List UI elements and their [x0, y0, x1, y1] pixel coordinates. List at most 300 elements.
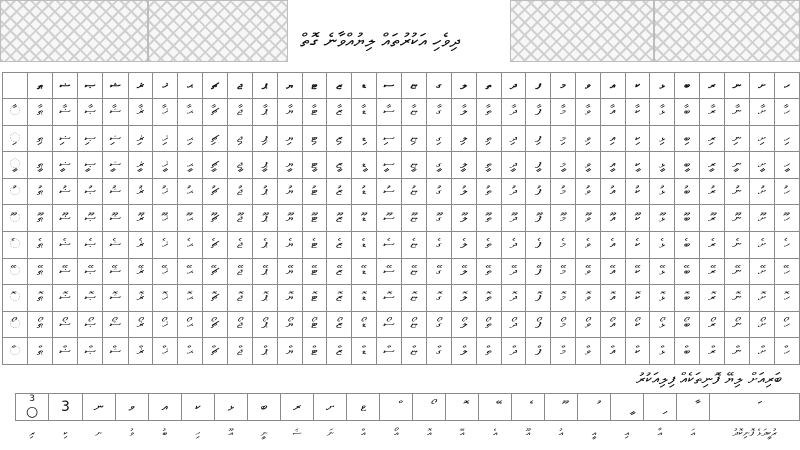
grid-letter-cell: ސޭ	[376, 258, 401, 285]
grid-letter-cell: ޏޮ	[402, 285, 427, 312]
grid-letter-cell: ޟޭ	[52, 258, 77, 285]
legend-name-cell: އް	[361, 427, 366, 439]
page-title: ދިވެހި އަކުރުތައް ލިޔުއްވާނެ ގޮތް	[300, 30, 460, 52]
grid-letter-cell: ކޭ	[625, 258, 650, 285]
grid-letter-cell: ޠޮ	[28, 285, 53, 312]
grid-letter-cell: ޕް	[252, 338, 277, 365]
grid-letter-cell: ޗު	[203, 178, 228, 205]
grid-letter-cell: ރު	[700, 178, 725, 205]
grid-letter-cell: ޔޮ	[277, 285, 302, 312]
grid-letter-cell: ޓް	[302, 338, 327, 365]
legend-name-cell: އޫ	[525, 427, 531, 439]
grid-letter-cell: އާ	[600, 99, 625, 126]
grid-letter-cell: ޞޮ	[78, 285, 103, 312]
grid-header-letter: ޅ	[650, 73, 675, 99]
grid-letter-cell: ށާ	[750, 99, 775, 126]
grid-letter-cell: ޑޮ	[352, 285, 377, 312]
grid-row-vowel-sign: ◌ު	[3, 178, 28, 205]
grid-letter-cell: ސޯ	[376, 311, 401, 338]
grid-letter-cell: ޠޯ	[28, 311, 53, 338]
grid-letter-cell: ސު	[376, 178, 401, 205]
grid-letter-cell: ދީ	[501, 152, 526, 179]
grid-row	[3, 311, 800, 338]
grid-header-row	[3, 73, 800, 99]
grid-letter-cell: ޠް	[28, 338, 53, 365]
grid-letter-cell: ޚް	[153, 338, 178, 365]
grid-letter-cell: ޅެ	[650, 231, 675, 258]
grid-letter-cell: ފޮ	[526, 285, 551, 312]
grid-row	[3, 258, 800, 285]
legend-name-cell: ކި	[63, 427, 68, 439]
vowel-sign-legend	[15, 393, 800, 445]
grid-letter-cell: ވެ	[576, 231, 601, 258]
grid-letter-cell: ޕީ	[252, 152, 277, 179]
grid-letter-cell: ޅޫ	[650, 205, 675, 232]
grid-letter-cell: ޙޮ	[178, 285, 203, 312]
grid-letter-cell: ޗީ	[203, 152, 228, 179]
grid-letter-cell: ޕޮ	[252, 285, 277, 312]
grid-letter-cell: ޙޯ	[178, 311, 203, 338]
grid-letter-cell: ގޫ	[427, 205, 452, 232]
legend-name-cell: ނަ	[326, 427, 334, 439]
grid-row-vowel-sign: ◌ެ	[3, 231, 28, 258]
grid-header-letter: ޔ	[277, 73, 302, 99]
grid-letter-cell: ޒު	[327, 178, 352, 205]
grid-letter-cell: ބޫ	[675, 205, 700, 232]
grid-row	[3, 205, 800, 232]
grid-header-letter: ޙ	[178, 73, 203, 99]
grid-letter-cell: ފި	[526, 125, 551, 152]
grid-letter-cell: ރީ	[700, 152, 725, 179]
grid-header-letter: ޕ	[252, 73, 277, 99]
grid-letter-cell: ޑޯ	[352, 311, 377, 338]
grid-letter-cell: ތު	[476, 178, 501, 205]
grid-letter-cell: ޓޫ	[302, 205, 327, 232]
grid-letter-cell: ޕެ	[252, 231, 277, 258]
grid-row-vowel-sign: ◌ޮ	[3, 285, 28, 312]
knot-border-top-right-2	[654, 0, 800, 62]
legend-name-cell: ހި	[195, 427, 201, 439]
grid-letter-cell: ށް	[750, 338, 775, 365]
grid-letter-cell: ތި	[476, 125, 501, 152]
grid-letter-cell: ސޮ	[376, 285, 401, 312]
grid-letter-cell: ޝެ	[103, 231, 128, 258]
grid-row-vowel-sign: ◌ޯ	[3, 311, 28, 338]
grid-letter-cell: އޫ	[600, 205, 625, 232]
grid-letter-cell: ބާ	[675, 99, 700, 126]
grid-letter-cell: އޭ	[600, 258, 625, 285]
grid-letter-cell: ކޯ	[625, 311, 650, 338]
grid-letter-cell: ވޯ	[576, 311, 601, 338]
grid-header-letter: ޗ	[203, 73, 228, 99]
grid-letter-cell: ރެ	[700, 231, 725, 258]
legend-glyph-cell	[578, 394, 611, 421]
grid-letter-cell: ލެ	[451, 231, 476, 258]
grid-letter-cell: ޒޫ	[327, 205, 352, 232]
grid-letter-cell: މޯ	[551, 311, 576, 338]
legend-glyph-cell	[545, 394, 578, 421]
grid-letter-cell: ފެ	[526, 231, 551, 258]
grid-letter-cell: ޙާ	[178, 99, 203, 126]
grid-letter-cell: ޅޯ	[650, 311, 675, 338]
legend-name-cell: ބު	[162, 427, 168, 439]
grid-header-letter: ރ	[700, 73, 725, 99]
grid-letter-cell: ނާ	[724, 99, 749, 126]
grid-header-letter: ޞ	[78, 73, 103, 99]
grid-letter-cell: ޟޫ	[52, 205, 77, 232]
grid-letter-cell: ޖީ	[228, 152, 253, 179]
grid-header-letter: ދ	[501, 73, 526, 99]
grid-letter-cell: ހު	[774, 178, 799, 205]
grid-letter-cell: ބި	[675, 125, 700, 152]
grid-letter-cell: ޗޭ	[203, 258, 228, 285]
grid-header-letter: ނ	[724, 73, 749, 99]
grid-header-letter: ތ	[476, 73, 501, 99]
grid-letter-cell: ހޮ	[774, 285, 799, 312]
knot-border-top-left	[0, 0, 148, 62]
grid-letter-cell: ޙް	[178, 338, 203, 365]
grid-letter-cell: ކެ	[625, 231, 650, 258]
legend-glyph-cell: އ	[148, 394, 181, 421]
grid-letter-cell: ޏް	[402, 338, 427, 365]
grid-letter-cell: ޞޯ	[78, 311, 103, 338]
grid-letter-cell: ޑޫ	[352, 205, 377, 232]
grid-letter-cell: މް	[551, 338, 576, 365]
grid-letter-cell: އޮ	[600, 285, 625, 312]
legend-glyph-cell: ކ	[181, 394, 214, 421]
grid-letter-cell: ތޫ	[476, 205, 501, 232]
legend-glyph-cell	[644, 394, 677, 421]
grid-row	[3, 285, 800, 312]
grid-letter-cell: ޔި	[277, 125, 302, 152]
grid-letter-cell: ގޮ	[427, 285, 452, 312]
grid-letter-cell: ފޫ	[526, 205, 551, 232]
grid-header-letter: ލ	[451, 73, 476, 99]
grid-row	[3, 99, 800, 126]
grid-letter-cell: ޚޮ	[153, 285, 178, 312]
grid-letter-cell: ފޯ	[526, 311, 551, 338]
grid-letter-cell: ޑޭ	[352, 258, 377, 285]
grid-letter-cell: ޝީ	[103, 152, 128, 179]
grid-letter-cell: ށި	[750, 125, 775, 152]
grid-letter-cell: ޝޮ	[103, 285, 128, 312]
grid-letter-cell: ޞެ	[78, 231, 103, 258]
grid-letter-cell: ޚީ	[153, 152, 178, 179]
grid-letter-cell: ޟެ	[52, 231, 77, 258]
grid-letter-cell: ޖޫ	[228, 205, 253, 232]
grid-letter-cell: ރޯ	[700, 311, 725, 338]
grid-letter-cell: ޑާ	[352, 99, 377, 126]
grid-letter-cell: އް	[600, 338, 625, 365]
grid-letter-cell: ޜީ	[128, 152, 153, 179]
grid-header-letter: ޚ	[153, 73, 178, 99]
grid-letter-cell: ޟު	[52, 178, 77, 205]
grid-letter-cell: ޓޮ	[302, 285, 327, 312]
legend-glyph-cell: 3	[49, 394, 82, 421]
grid-letter-cell: ޒެ	[327, 231, 352, 258]
grid-letter-cell: ޕޯ	[252, 311, 277, 338]
grid-letter-cell: ޝޫ	[103, 205, 128, 232]
legend-glyph-cell: ޅ	[214, 394, 247, 421]
grid-letter-cell: ޝް	[103, 338, 128, 365]
grid-letter-cell: ގީ	[427, 152, 452, 179]
grid-letter-cell: ތޯ	[476, 311, 501, 338]
grid-row	[3, 338, 800, 365]
grid-letter-cell: ޓޯ	[302, 311, 327, 338]
grid-letter-cell: ޝު	[103, 178, 128, 205]
grid-letter-cell: ތޭ	[476, 258, 501, 285]
grid-letter-cell: ޚު	[153, 178, 178, 205]
legend-name-cell: ޝަ	[292, 427, 302, 439]
grid-letter-cell: ޜޮ	[128, 285, 153, 312]
grid-letter-cell: ޚޯ	[153, 311, 178, 338]
grid-letter-cell: ޅޮ	[650, 285, 675, 312]
grid-letter-cell: ޖާ	[228, 99, 253, 126]
grid-row-vowel-sign: ◌ޭ	[3, 258, 28, 285]
grid-letter-cell: ޏޯ	[402, 311, 427, 338]
grid-letter-cell: ލް	[451, 338, 476, 365]
grid-letter-cell: ލޮ	[451, 285, 476, 312]
grid-letter-cell: ޅް	[650, 338, 675, 365]
grid-letter-cell: ޞު	[78, 178, 103, 205]
grid-letter-cell: ޔޯ	[277, 311, 302, 338]
letter-combination-grid	[2, 72, 800, 365]
grid-header-letter: ޝ	[103, 73, 128, 99]
grid-letter-cell: ޚޭ	[153, 258, 178, 285]
grid-letter-cell: ނޮ	[724, 285, 749, 312]
grid-letter-cell: ޑި	[352, 125, 377, 152]
grid-letter-cell: މާ	[551, 99, 576, 126]
grid-letter-cell: ވް	[576, 338, 601, 365]
grid-letter-cell: ބް	[675, 338, 700, 365]
grid-letter-cell: ށެ	[750, 231, 775, 258]
legend-name-cell: އި	[624, 427, 630, 439]
grid-header-letter: ގ	[427, 73, 452, 99]
grid-letter-cell: ޟީ	[52, 152, 77, 179]
grid-row	[3, 152, 800, 179]
grid-letter-cell: ފް	[526, 338, 551, 365]
grid-letter-cell: ޙި	[178, 125, 203, 152]
grid-letter-cell: ޒި	[327, 125, 352, 152]
grid-letter-cell: ވި	[576, 125, 601, 152]
legend-glyph-cell	[380, 394, 413, 421]
grid-letter-cell: ޏު	[402, 178, 427, 205]
grid-letter-cell: ދް	[501, 338, 526, 365]
grid-letter-cell: ޠޭ	[28, 258, 53, 285]
grid-letter-cell: ފާ	[526, 99, 551, 126]
legend-name-cell: ވު	[129, 427, 135, 439]
grid-letter-cell: ސޫ	[376, 205, 401, 232]
grid-letter-cell: ޖޭ	[228, 258, 253, 285]
legend-glyph-cell: ޱ	[347, 394, 380, 421]
grid-letter-cell: ޏީ	[402, 152, 427, 179]
grid-letter-cell: ޓޭ	[302, 258, 327, 285]
grid-header-letter: އ	[600, 73, 625, 99]
grid-letter-cell: ސީ	[376, 152, 401, 179]
legend-name-cell: އޫ	[228, 427, 234, 439]
grid-letter-cell: ށު	[750, 178, 775, 205]
grid-letter-cell: ފީ	[526, 152, 551, 179]
grid-letter-cell: ޚި	[153, 125, 178, 152]
grid-letter-cell: ޓީ	[302, 152, 327, 179]
grid-letter-cell: ޑެ	[352, 231, 377, 258]
grid-letter-cell: ޏޫ	[402, 205, 427, 232]
grid-letter-cell: ޗެ	[203, 231, 228, 258]
grid-letter-cell: ޜި	[128, 125, 153, 152]
legend-glyph-cell	[677, 394, 710, 421]
grid-letter-cell: މީ	[551, 152, 576, 179]
grid-letter-cell: ޏި	[402, 125, 427, 152]
grid-letter-cell: ޗޮ	[203, 285, 228, 312]
legend-glyph-cell	[710, 394, 800, 421]
grid-letter-cell: ގެ	[427, 231, 452, 258]
grid-letter-cell: ސާ	[376, 99, 401, 126]
legend-name-cell: އާ	[657, 427, 663, 439]
grid-letter-cell: ން	[724, 338, 749, 365]
grid-row-vowel-sign: ◌ޫ	[3, 205, 28, 232]
grid-row-vowel-sign: ◌ީ	[3, 152, 28, 179]
grid-letter-cell: ޜު	[128, 178, 153, 205]
grid-letter-cell: ދު	[501, 178, 526, 205]
grid-letter-cell: ރި	[700, 125, 725, 152]
grid-header-letter: ޜ	[128, 73, 153, 99]
legend-name-row	[16, 421, 800, 446]
grid-letter-cell: ޒް	[327, 338, 352, 365]
grid-letter-cell: ކޫ	[625, 205, 650, 232]
grid-letter-cell: ގި	[427, 125, 452, 152]
grid-letter-cell: ށޮ	[750, 285, 775, 312]
grid-letter-cell: ބޭ	[675, 258, 700, 285]
grid-corner-cell	[3, 73, 28, 99]
legend-glyph-cell: ށ	[314, 394, 347, 421]
legend-marker: 3	[29, 393, 36, 404]
grid-letter-cell: ޗް	[203, 338, 228, 365]
legend-glyph-row	[16, 394, 800, 421]
grid-letter-cell: ރާ	[700, 99, 725, 126]
grid-letter-cell: ޠޫ	[28, 205, 53, 232]
legend-glyph-cell: ބ	[248, 394, 281, 421]
grid-letter-cell: ޔޭ	[277, 258, 302, 285]
grid-letter-cell: ޟް	[52, 338, 77, 365]
grid-letter-cell: ޑް	[352, 338, 377, 365]
legend-name-cell: އޯ	[394, 427, 399, 439]
grid-letter-cell: ނޯ	[724, 311, 749, 338]
grid-letter-cell: ރް	[700, 338, 725, 365]
grid-letter-cell: ލު	[451, 178, 476, 205]
grid-letter-cell: ޅާ	[650, 99, 675, 126]
grid-letter-cell: ޒޯ	[327, 311, 352, 338]
grid-letter-cell: ގޭ	[427, 258, 452, 285]
legend-glyph-cell: ނ	[82, 394, 115, 421]
legend-glyph-cell	[413, 394, 446, 421]
grid-letter-cell: ވޫ	[576, 205, 601, 232]
grid-letter-cell: ލި	[451, 125, 476, 152]
grid-letter-cell: ޒޮ	[327, 285, 352, 312]
grid-letter-cell: ލޫ	[451, 205, 476, 232]
grid-letter-cell: ނެ	[724, 231, 749, 258]
grid-letter-cell: ޞް	[78, 338, 103, 365]
grid-letter-cell: ދޭ	[501, 258, 526, 285]
grid-letter-cell: ޟޯ	[52, 311, 77, 338]
grid-letter-cell: ޑު	[352, 178, 377, 205]
grid-letter-cell: ޝޭ	[103, 258, 128, 285]
grid-letter-cell: ޓު	[302, 178, 327, 205]
grid-letter-cell: ވު	[576, 178, 601, 205]
grid-letter-cell: ދޮ	[501, 285, 526, 312]
grid-letter-cell: ޚާ	[153, 99, 178, 126]
grid-letter-cell: ޞާ	[78, 99, 103, 126]
grid-letter-cell: ޙޭ	[178, 258, 203, 285]
grid-letter-cell: ޏެ	[402, 231, 427, 258]
grid-letter-cell: ޙު	[178, 178, 203, 205]
grid-letter-cell: ހް	[774, 338, 799, 365]
grid-letter-cell: ޚޫ	[153, 205, 178, 232]
legend-glyph-cell: ރ	[281, 394, 314, 421]
grid-letter-cell: ޠު	[28, 178, 53, 205]
legend-name-cell: އޮ	[427, 427, 432, 439]
grid-letter-cell: ވޭ	[576, 258, 601, 285]
grid-letter-cell: ސެ	[376, 231, 401, 258]
grid-header-letter: މ	[551, 73, 576, 99]
grid-letter-cell: ލީ	[451, 152, 476, 179]
grid-letter-cell: ތެ	[476, 231, 501, 258]
legend-label: ރުކީދަޅެ ފޮނިކޮދު	[732, 427, 777, 439]
grid-letter-cell: ޏާ	[402, 99, 427, 126]
legend-name-cell: އު	[558, 427, 564, 439]
grid-letter-cell: ހޫ	[774, 205, 799, 232]
grid-letter-cell: ތާ	[476, 99, 501, 126]
grid-letter-cell: ޜް	[128, 338, 153, 365]
legend-name-cell: ނ	[95, 427, 103, 439]
grid-letter-cell: ރޭ	[700, 258, 725, 285]
grid-letter-cell: ޠެ	[28, 231, 53, 258]
grid-letter-cell: ޔް	[277, 338, 302, 365]
grid-letter-cell: ނޭ	[724, 258, 749, 285]
grid-letter-cell: ކި	[625, 125, 650, 152]
grid-letter-cell: ކީ	[625, 152, 650, 179]
grid-letter-cell: ޗޯ	[203, 311, 228, 338]
grid-letter-cell: ޔެ	[277, 231, 302, 258]
grid-letter-cell: ބީ	[675, 152, 700, 179]
grid-letter-cell: ޞޫ	[78, 205, 103, 232]
grid-letter-cell: ޚެ	[153, 231, 178, 258]
legend-name-cell: އީ	[591, 427, 597, 439]
grid-letter-cell: ލޯ	[451, 311, 476, 338]
grid-letter-cell: މު	[551, 178, 576, 205]
grid-letter-cell: ޞީ	[78, 152, 103, 179]
legend-glyph-cell: 3 ○	[16, 394, 49, 421]
grid-letter-cell: ޙޫ	[178, 205, 203, 232]
grid-letter-cell: ޓާ	[302, 99, 327, 126]
grid-letter-cell: ކޮ	[625, 285, 650, 312]
legend-name-cell: އަ	[690, 427, 696, 439]
grid-letter-cell: ޝޯ	[103, 311, 128, 338]
grid-row-vowel-sign: ◌ް	[3, 338, 28, 365]
grid-letter-cell: ރޮ	[700, 285, 725, 312]
grid-letter-cell: ގު	[427, 178, 452, 205]
grid-letter-cell: ވީ	[576, 152, 601, 179]
grid-letter-cell: ނޫ	[724, 205, 749, 232]
grid-letter-cell: ދި	[501, 125, 526, 152]
grid-letter-cell: ޖޮ	[228, 285, 253, 312]
grid-letter-cell: މި	[551, 125, 576, 152]
grid-letter-cell: ދެ	[501, 231, 526, 258]
grid-header-letter: ސ	[376, 73, 401, 99]
grid-header-letter: ބ	[675, 73, 700, 99]
grid-letter-cell: ބެ	[675, 231, 700, 258]
grid-row	[3, 125, 800, 152]
grid-letter-cell: ޖު	[228, 178, 253, 205]
